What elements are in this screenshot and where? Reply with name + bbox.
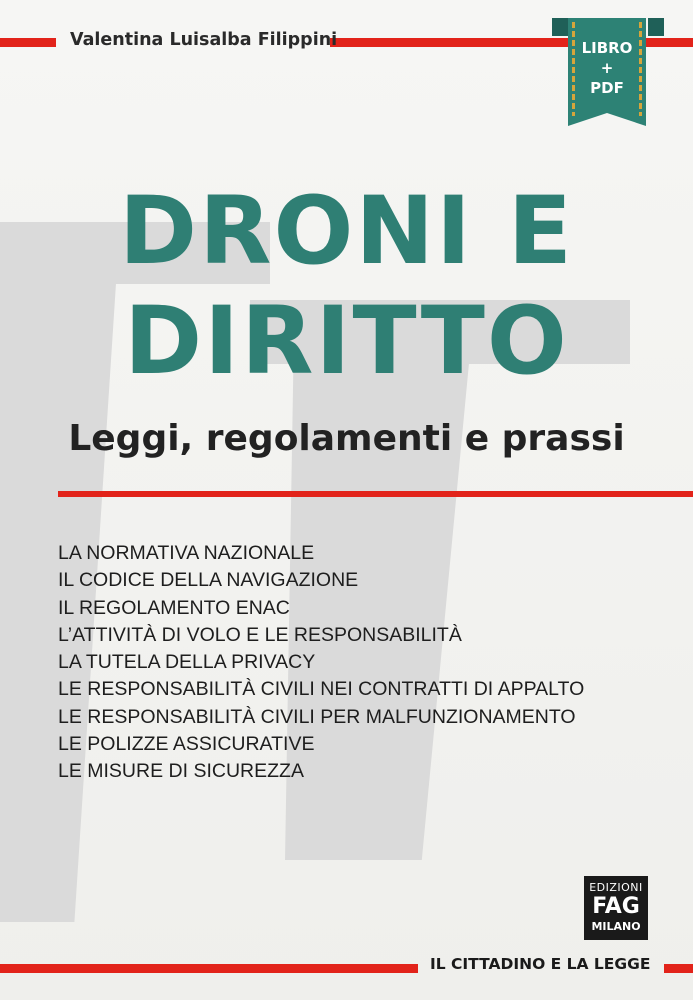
top-left-red-line — [0, 38, 56, 47]
topic-item: LA TUTELA DELLA PRIVACY — [58, 651, 316, 674]
badge-label: LIBRO + PDF — [581, 39, 633, 97]
publisher-logo: EDIZIONI FAG MILANO — [584, 876, 648, 940]
topic-item: IL CODICE DELLA NAVIGAZIONE — [58, 569, 359, 592]
bottom-left-red-line — [0, 964, 418, 973]
middle-red-line — [58, 491, 693, 497]
series-name: IL CITTADINO E LA LEGGE — [430, 955, 651, 973]
book-title-line-1: DRONI E — [119, 177, 574, 286]
book-title-line-2: DIRITTO — [124, 287, 569, 396]
bottom-right-red-line — [664, 964, 693, 973]
topics-list — [58, 540, 584, 786]
topic-item: IL REGOLAMENTO ENAC — [58, 596, 290, 619]
author-name: Valentina Luisalba Filippini — [70, 30, 338, 50]
topic-item: LE POLIZZE ASSICURATIVE — [58, 733, 315, 756]
topic-item: L’ATTIVITÀ DI VOLO E LE RESPONSABILITÀ — [58, 623, 462, 646]
topic-item: LE RESPONSABILITÀ CIVILI NEI CONTRATTI DI APPALTO — [58, 678, 585, 701]
topic-item: LE RESPONSABILITÀ CIVILI PER MALFUNZIONAMENTO — [58, 705, 576, 728]
book-subtitle: Leggi, regolamenti e prassi — [68, 418, 625, 459]
topic-item: LA NORMATIVA NAZIONALE — [58, 542, 315, 564]
topic-item: LE MISURE DI SICUREZZA — [58, 760, 304, 783]
